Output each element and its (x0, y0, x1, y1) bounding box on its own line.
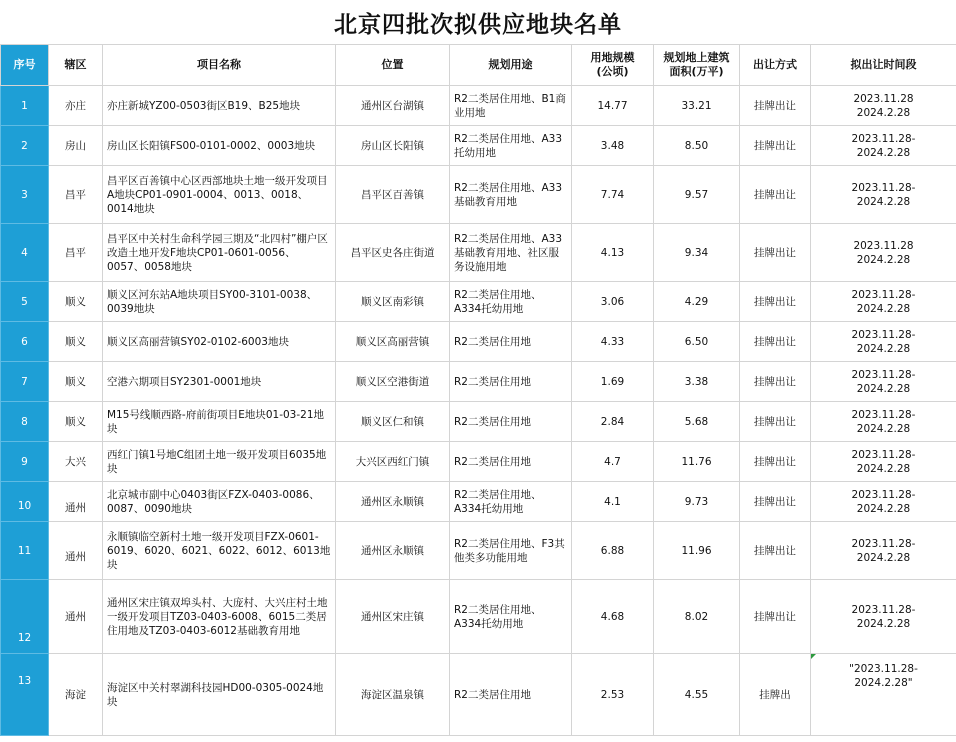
header-land-area: 用地规模 (公顷) (572, 45, 654, 86)
row-floor-area: 11.76 (654, 442, 740, 482)
row-period: 2023.11.28- 2024.2.28 (811, 402, 956, 442)
row-planned-use: R2二类居住用地 (450, 362, 572, 402)
row-district: 海淀 (49, 654, 103, 736)
row-planned-use: R2二类居住用地 (450, 322, 572, 362)
row-land-area: 4.33 (572, 322, 654, 362)
row-project-name: 顺义区高丽营镇SY02-0102-6003地块 (103, 322, 336, 362)
row-location: 通州区台湖镇 (336, 86, 450, 126)
row-planned-use: R2二类居住用地、F3其他类多功能用地 (450, 522, 572, 580)
row-period: 2023.11.28 2024.2.28 (811, 224, 956, 282)
row-planned-use: R2二类居住用地、A33托幼用地 (450, 126, 572, 166)
row-location: 通州区永顺镇 (336, 522, 450, 580)
row-seq: 1 (1, 86, 49, 126)
row-method: 挂牌出让 (740, 86, 811, 126)
row-district: 昌平 (49, 224, 103, 282)
row-method: 挂牌出让 (740, 166, 811, 224)
row-land-area: 2.84 (572, 402, 654, 442)
header-planned-use: 规划用途 (450, 45, 572, 86)
row-planned-use: R2二类居住用地 (450, 442, 572, 482)
row-district: 通州 (49, 482, 103, 522)
row-planned-use: R2二类居住用地、A33基础教育用地、社区服务设施用地 (450, 224, 572, 282)
row-location: 昌平区史各庄街道 (336, 224, 450, 282)
row-project-name: 亦庄新城YZ00-0503街区B19、B25地块 (103, 86, 336, 126)
row-floor-area: 9.57 (654, 166, 740, 224)
row-location: 顺义区高丽营镇 (336, 322, 450, 362)
row-period: 2023.11.28- 2024.2.28 (811, 282, 956, 322)
row-land-area: 4.1 (572, 482, 654, 522)
row-method: 挂牌出让 (740, 482, 811, 522)
header-project-name: 项目名称 (103, 45, 336, 86)
row-land-area: 6.88 (572, 522, 654, 580)
row-period: 2023.11.28- 2024.2.28 (811, 322, 956, 362)
row-project-name: 西红门镇1号地C组团土地一级开发项目6035地块 (103, 442, 336, 482)
table-row (1, 580, 956, 654)
row-district: 通州 (49, 522, 103, 580)
row-seq: 13 (1, 654, 49, 736)
table-row (1, 362, 956, 402)
row-seq: 3 (1, 166, 49, 224)
row-seq: 4 (1, 224, 49, 282)
row-method: 挂牌出让 (740, 402, 811, 442)
row-method: 挂牌出让 (740, 522, 811, 580)
table-row (1, 522, 956, 580)
row-planned-use: R2二类居住用地、A334托幼用地 (450, 482, 572, 522)
row-location: 顺义区空港街道 (336, 362, 450, 402)
row-method: 挂牌出 (740, 654, 811, 736)
table-row (1, 442, 956, 482)
table-row (1, 402, 956, 442)
row-planned-use: R2二类居住用地、A334托幼用地 (450, 580, 572, 654)
row-method: 挂牌出让 (740, 442, 811, 482)
table-row (1, 282, 956, 322)
row-project-name: 空港六期项目SY2301-0001地块 (103, 362, 336, 402)
row-period: "2023.11.28- 2024.2.28" (811, 654, 956, 736)
header-floor-area: 规划地上建筑 面积(万平) (654, 45, 740, 86)
row-seq: 2 (1, 126, 49, 166)
row-location: 顺义区仁和镇 (336, 402, 450, 442)
row-floor-area: 4.55 (654, 654, 740, 736)
row-land-area: 14.77 (572, 86, 654, 126)
row-land-area: 4.68 (572, 580, 654, 654)
row-floor-area: 8.50 (654, 126, 740, 166)
row-floor-area: 9.34 (654, 224, 740, 282)
header-period: 拟出让时间段 (811, 45, 956, 86)
header-method: 出让方式 (740, 45, 811, 86)
row-location: 通州区永顺镇 (336, 482, 450, 522)
row-location: 房山区长阳镇 (336, 126, 450, 166)
row-district: 昌平 (49, 166, 103, 224)
row-project-name: M15号线顺西路-府前街项目E地块01-03-21地块 (103, 402, 336, 442)
row-district: 大兴 (49, 442, 103, 482)
table-row (1, 322, 956, 362)
table-row (1, 126, 956, 166)
row-floor-area: 3.38 (654, 362, 740, 402)
row-floor-area: 5.68 (654, 402, 740, 442)
row-planned-use: R2二类居住用地 (450, 402, 572, 442)
table-row (1, 482, 956, 522)
row-period: 2023.11.28- 2024.2.28 (811, 442, 956, 482)
row-seq: 6 (1, 322, 49, 362)
row-period: 2023.11.28- 2024.2.28 (811, 126, 956, 166)
row-seq: 9 (1, 442, 49, 482)
row-method: 挂牌出让 (740, 580, 811, 654)
row-land-area: 3.06 (572, 282, 654, 322)
row-land-area: 4.7 (572, 442, 654, 482)
row-location: 海淀区温泉镇 (336, 654, 450, 736)
row-planned-use: R2二类居住用地、A334托幼用地 (450, 282, 572, 322)
row-method: 挂牌出让 (740, 322, 811, 362)
row-seq: 10 (1, 482, 49, 522)
row-seq: 5 (1, 282, 49, 322)
row-district: 顺义 (49, 362, 103, 402)
row-method: 挂牌出让 (740, 282, 811, 322)
row-planned-use: R2二类居住用地、B1商业用地 (450, 86, 572, 126)
row-land-area: 2.53 (572, 654, 654, 736)
land-parcel-table (0, 44, 956, 736)
header-location: 位置 (336, 45, 450, 86)
row-land-area: 4.13 (572, 224, 654, 282)
row-seq: 7 (1, 362, 49, 402)
row-location: 昌平区百善镇 (336, 166, 450, 224)
row-land-area: 7.74 (572, 166, 654, 224)
document-title: 北京四批次拟供应地块名单 (334, 11, 622, 38)
row-project-name: 永顺镇临空新村土地一级开发项目FZX-0601-6019、6020、6021、6022、6012、6013地块 (103, 522, 336, 580)
row-district: 顺义 (49, 402, 103, 442)
row-planned-use: R2二类居住用地、A33基础教育用地 (450, 166, 572, 224)
row-floor-area: 9.73 (654, 482, 740, 522)
row-period: 2023.11.28- 2024.2.28 (811, 522, 956, 580)
row-seq: 11 (1, 522, 49, 580)
table-header-row (1, 45, 956, 86)
table-row (1, 654, 956, 736)
header-seq: 序号 (1, 45, 49, 86)
row-district: 通州 (49, 580, 103, 654)
row-method: 挂牌出让 (740, 362, 811, 402)
row-district: 顺义 (49, 322, 103, 362)
row-district: 房山 (49, 126, 103, 166)
row-period: 2023.11.28- 2024.2.28 (811, 362, 956, 402)
row-period: 2023.11.28- 2024.2.28 (811, 482, 956, 522)
row-location: 顺义区南彩镇 (336, 282, 450, 322)
row-project-name: 顺义区河东站A地块项目SY00-3101-0038、0039地块 (103, 282, 336, 322)
header-district: 辖区 (49, 45, 103, 86)
row-floor-area: 11.96 (654, 522, 740, 580)
row-district: 亦庄 (49, 86, 103, 126)
row-location: 通州区宋庄镇 (336, 580, 450, 654)
row-location: 大兴区西红门镇 (336, 442, 450, 482)
row-project-name: 昌平区中关村生命科学园三期及“北四村”棚户区改造土地开发F地块CP01-0601-0056、0057、0058地块 (103, 224, 336, 282)
row-floor-area: 6.50 (654, 322, 740, 362)
row-project-name: 北京城市副中心0403街区FZX-0403-0086、0087、0090地块 (103, 482, 336, 522)
row-period: 2023.11.28- 2024.2.28 (811, 580, 956, 654)
row-project-name: 通州区宋庄镇双埠头村、大庞村、大兴庄村土地一级开发项目TZ03-0403-6008、6015二类居住用地及TZ03-0403-6012基础教育用地 (103, 580, 336, 654)
table-row (1, 224, 956, 282)
row-project-name: 海淀区中关村翠湖科技园HD00-0305-0024地块 (103, 654, 336, 736)
row-district: 顺义 (49, 282, 103, 322)
row-period: 2023.11.28 2024.2.28 (811, 86, 956, 126)
row-floor-area: 4.29 (654, 282, 740, 322)
row-project-name: 昌平区百善镇中心区西部地块土地一级开发项目A地块CP01-0901-0004、0013、0018、0014地块 (103, 166, 336, 224)
row-period: 2023.11.28- 2024.2.28 (811, 166, 956, 224)
row-land-area: 1.69 (572, 362, 654, 402)
row-seq: 8 (1, 402, 49, 442)
table-row (1, 166, 956, 224)
row-floor-area: 33.21 (654, 86, 740, 126)
row-method: 挂牌出让 (740, 126, 811, 166)
row-floor-area: 8.02 (654, 580, 740, 654)
row-method: 挂牌出让 (740, 224, 811, 282)
table-row (1, 86, 956, 126)
row-planned-use: R2二类居住用地 (450, 654, 572, 736)
row-project-name: 房山区长阳镇FS00-0101-0002、0003地块 (103, 126, 336, 166)
row-seq: 12 (1, 580, 49, 654)
row-land-area: 3.48 (572, 126, 654, 166)
